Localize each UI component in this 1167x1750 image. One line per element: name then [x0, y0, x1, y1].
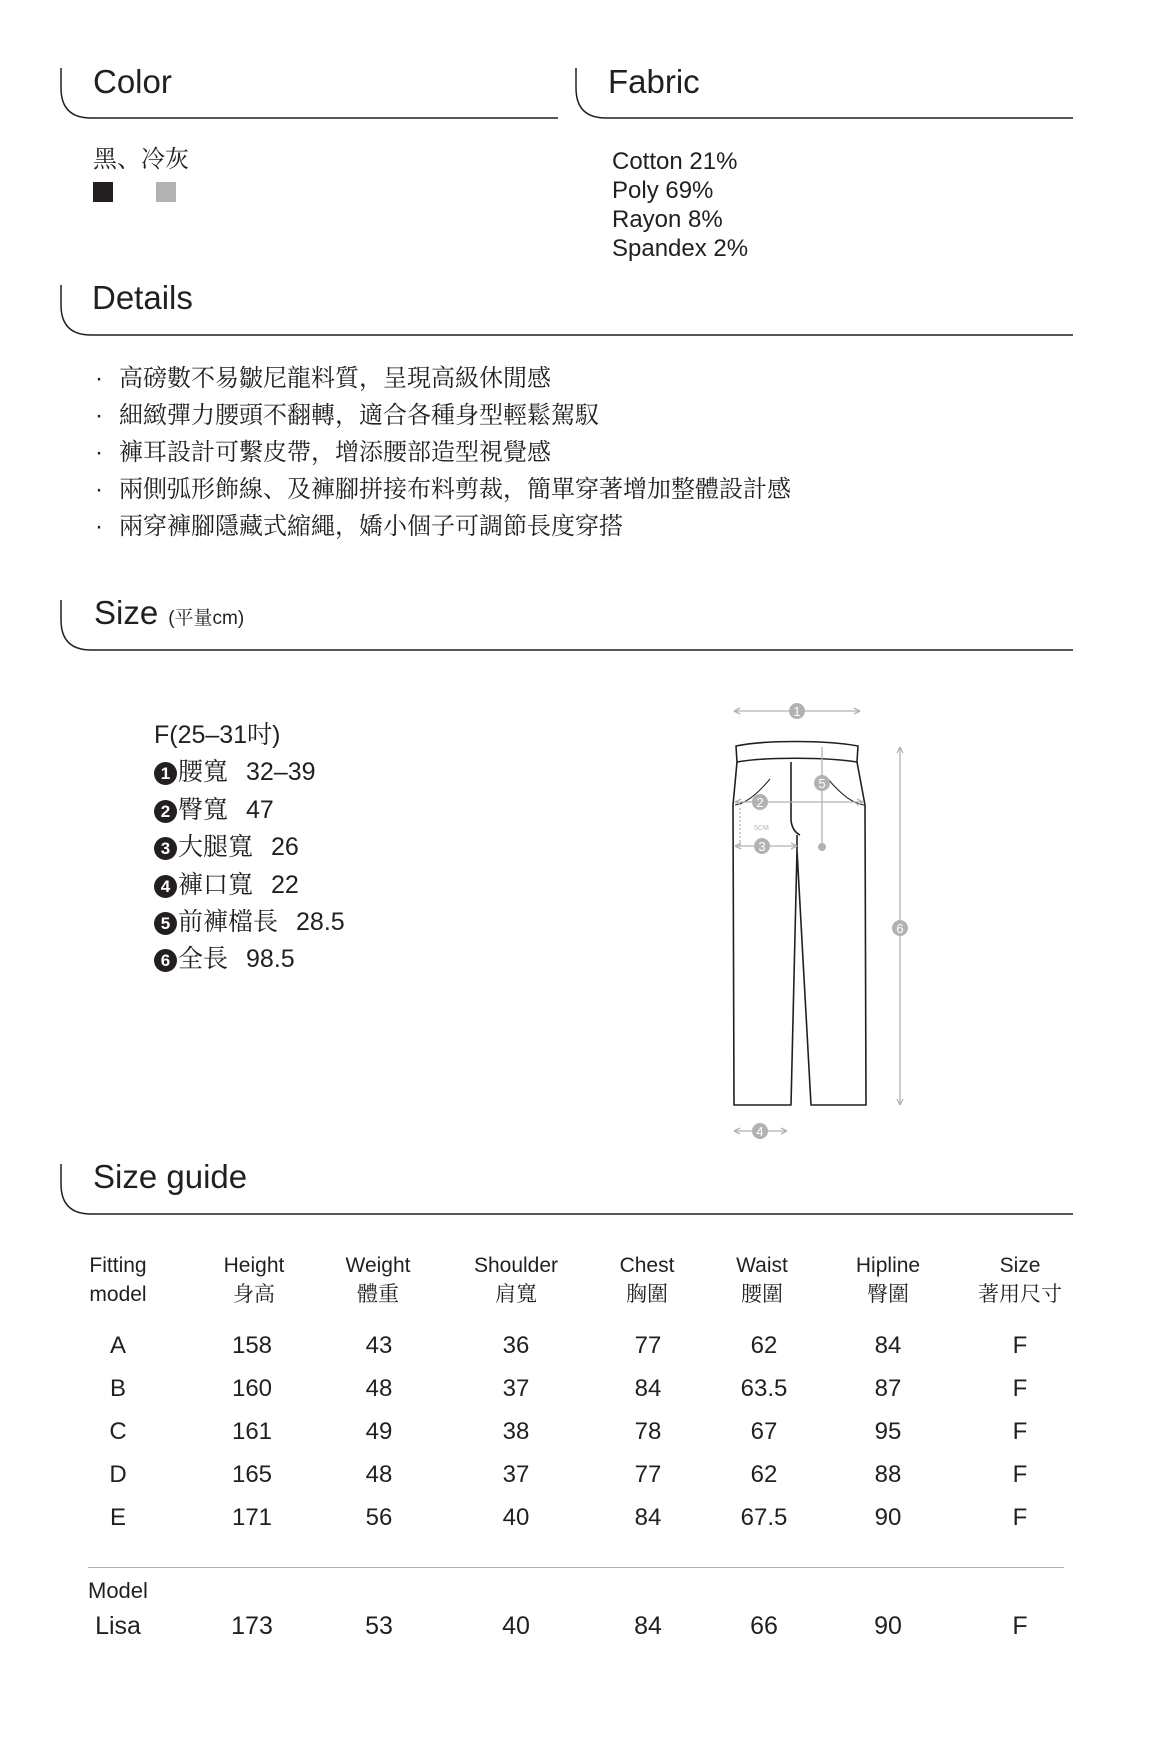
model-cell: 40: [502, 1612, 530, 1640]
header-weight: Weight 體重: [345, 1254, 411, 1306]
table-cell: F: [1012, 1375, 1028, 1402]
details-item: · 細緻彈力腰頭不翻轉，適合各種身型輕鬆駕馭: [95, 402, 599, 429]
header-height: Height 身高: [223, 1254, 285, 1306]
color-title: Color: [93, 63, 172, 100]
table-cell: F: [1012, 1504, 1028, 1531]
table-cell: 90: [874, 1504, 902, 1531]
pants-diagram: [720, 695, 920, 1145]
table-cell: 38: [502, 1418, 530, 1445]
table-cell: 48: [365, 1461, 393, 1488]
table-row-model-id: E: [109, 1504, 126, 1531]
size-fit-label: F(25–31吋): [154, 721, 281, 749]
model-cell: 84: [634, 1612, 662, 1640]
measurement-waist: 1 腰寬 32–39: [154, 754, 345, 791]
details-item: · 褲耳設計可繫皮帶，增添腰部造型視覺感: [95, 439, 551, 466]
marker-5: 5: [818, 776, 826, 791]
marker-6: 6: [896, 921, 904, 936]
header-shoulder: Shoulder 肩寬: [473, 1254, 559, 1306]
table-cell: 165: [231, 1461, 273, 1488]
pants-outline: [733, 742, 866, 1106]
table-cell: 49: [365, 1418, 393, 1445]
table-cell: 62: [750, 1332, 778, 1359]
table-cell: 171: [231, 1504, 273, 1531]
table-cell: 67.5: [740, 1504, 788, 1531]
model-cell: 53: [365, 1612, 393, 1640]
details-item: · 高磅數不易皺尼龍料質，呈現高級休閒感: [95, 365, 551, 392]
front-rise-end-dot: [818, 843, 826, 851]
swatch-black: [93, 182, 113, 202]
marker-1: 1: [793, 704, 801, 719]
header-fitting-model: Fitting model: [89, 1254, 147, 1306]
table-cell: 77: [634, 1461, 662, 1488]
fabric-title: Fabric: [608, 63, 700, 100]
color-value: 黑、冷灰: [93, 146, 189, 173]
marker-4: 4: [756, 1124, 764, 1139]
model-cell: 173: [231, 1612, 273, 1640]
table-cell: 95: [874, 1418, 902, 1445]
table-cell: 160: [231, 1375, 273, 1402]
diagram-note-5cm: 5CM: [754, 825, 769, 832]
table-cell: 87: [874, 1375, 902, 1402]
size-unit-note: (平量cm): [168, 608, 245, 629]
header-chest: Chest 胸圍: [619, 1254, 675, 1306]
fabric-line: Poly 69%: [612, 177, 714, 204]
measurement-hem: 4 褲口寬 22: [154, 867, 345, 904]
table-cell: 36: [502, 1332, 530, 1359]
measurement-hip: 2 臀寬 47: [154, 792, 345, 829]
fabric-composition: [612, 147, 748, 263]
size-guide-title: Size guide: [93, 1158, 248, 1195]
details-title-underline: [60, 285, 1075, 339]
fabric-line: Spandex 2%: [612, 235, 749, 262]
measurement-length: 6 全長 98.5: [154, 941, 345, 978]
details-item: · 兩穿褲腳隱藏式縮繩，嬌小個子可調節長度穿搭: [95, 513, 623, 540]
model-cell: 66: [750, 1612, 778, 1640]
header-waist: Waist 腰圍: [736, 1254, 788, 1306]
diagram-markers: [752, 703, 908, 1139]
table-cell: 67: [750, 1418, 778, 1445]
table-cell: 37: [502, 1375, 530, 1402]
model-label: Model: [88, 1578, 148, 1603]
table-row-model-id: A: [109, 1332, 126, 1359]
color-title-underline: [60, 68, 560, 122]
table-cell: 84: [634, 1375, 662, 1402]
measurement-front-rise: 5 前褲檔長 28.5: [154, 904, 345, 941]
table-cell: 48: [365, 1375, 393, 1402]
measurement-thigh: 3 大腿寬 26: [154, 829, 345, 866]
table-cell: 62: [750, 1461, 778, 1488]
marker-3: 3: [758, 839, 766, 854]
table-row-model-id: B: [109, 1375, 126, 1402]
table-cell: 43: [365, 1332, 393, 1359]
size-measurements: [154, 717, 345, 979]
table-cell: 88: [874, 1461, 902, 1488]
swatch-cool-gray: [156, 182, 176, 202]
header-size: Size 著用尺寸: [978, 1254, 1062, 1306]
table-row-model-id: C: [109, 1418, 127, 1445]
size-title-text: Size: [94, 594, 159, 631]
table-cell: F: [1012, 1461, 1028, 1488]
table-row-model-id: D: [109, 1461, 127, 1488]
fabric-line: Rayon 8%: [612, 206, 723, 233]
table-cell: 161: [231, 1418, 273, 1445]
table-cell: 77: [634, 1332, 662, 1359]
details-title: Details: [92, 279, 193, 316]
details-list: [95, 360, 791, 545]
table-cell: 56: [365, 1504, 393, 1531]
table-cell: 40: [502, 1504, 530, 1531]
model-name: Lisa: [95, 1612, 141, 1640]
measure-guides: [734, 708, 903, 1134]
table-divider: [88, 1567, 1064, 1568]
details-item: · 兩側弧形飾線、及褲腳拼接布料剪裁，簡單穿著增加整體設計感: [95, 476, 791, 503]
size-guide-title-underline: [60, 1164, 1075, 1218]
table-cell: 37: [502, 1461, 530, 1488]
table-cell: 84: [634, 1504, 662, 1531]
fabric-title-underline: [575, 68, 1075, 122]
fabric-line: Cotton 21%: [612, 148, 738, 175]
table-cell: 84: [874, 1332, 902, 1359]
marker-2: 2: [756, 795, 764, 810]
table-cell: 78: [634, 1418, 662, 1445]
model-cell: F: [1012, 1612, 1028, 1640]
model-cell: 90: [874, 1612, 902, 1640]
table-cell: F: [1012, 1418, 1028, 1445]
size-title-underline: [60, 600, 1075, 654]
table-cell: F: [1012, 1332, 1028, 1359]
header-hipline: Hipline 臀圍: [855, 1254, 921, 1306]
table-cell: 63.5: [740, 1375, 788, 1402]
table-cell: 158: [231, 1332, 273, 1359]
